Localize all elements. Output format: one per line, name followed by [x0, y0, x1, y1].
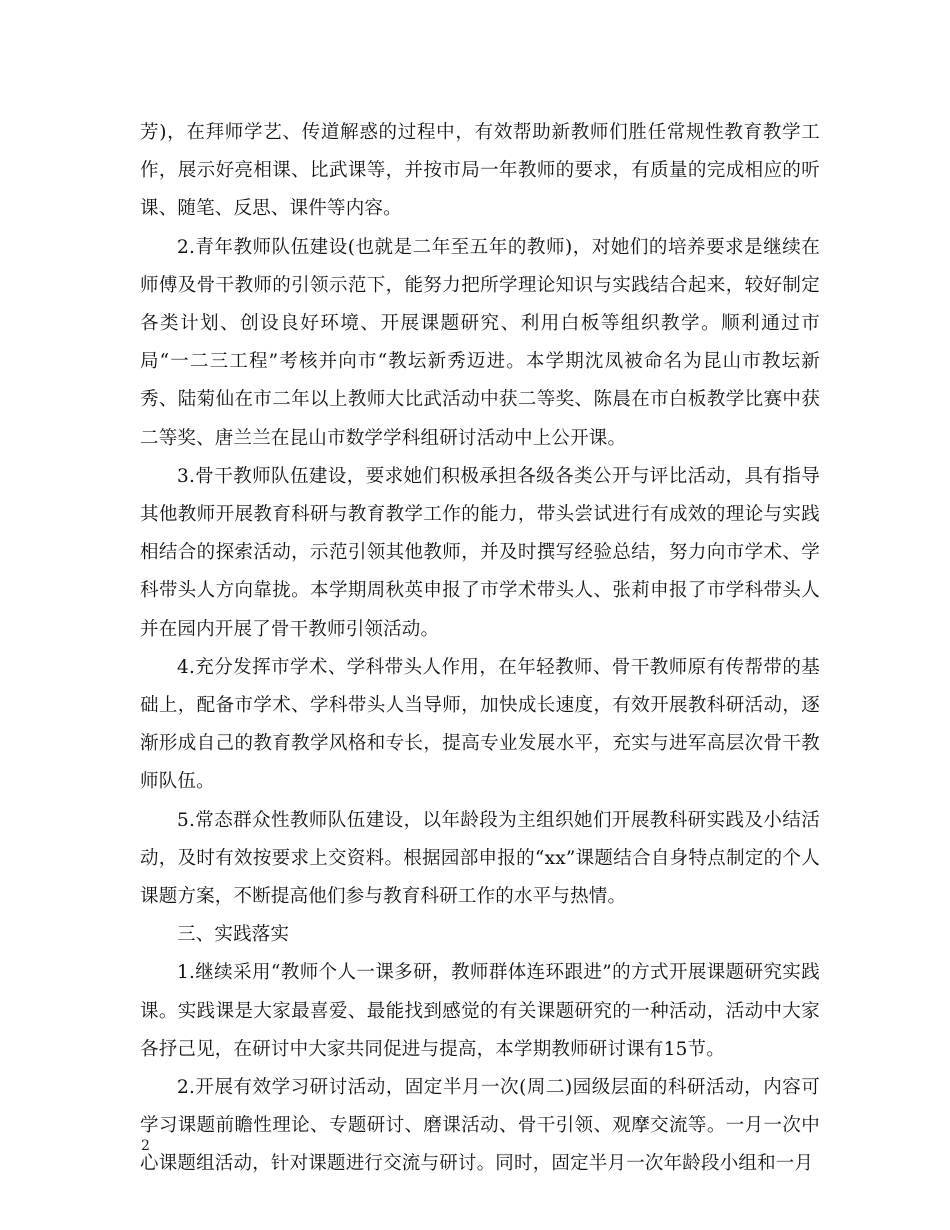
document-body: [140, 114, 820, 1184]
paragraph-subject-leaders: 4.充分发挥市学术、学科带头人作用，在年轻教师、骨干教师原有传帮带的基础上，配备市学术、学科带头人当导师，加快成长速度，有效开展教科研活动，逐渐形成自己的教育教学风格和专长，提高专业发展水平，充实与进军高层次骨干教师队伍。: [140, 656, 820, 793]
paragraph-continued: 芳)，在拜师学艺、传道解惑的过程中，有效帮助新教师们胜任常规性教育教学工作，展示好亮相课、比武课等，并按市局一年教师的要求，有质量的完成相应的听课、随笔、反思、课件等内容。: [140, 122, 820, 220]
page-number: 2: [141, 1138, 150, 1154]
paragraph-study-activities: 2.开展有效学习研讨活动，固定半月一次(周二)园级层面的科研活动，内容可学习课题前瞻性理论、专题研讨、磨课活动、骨干引领、观摩交流等。一月一次中心课题组活动，针对课题进行交流与研讨。同时，固定半月一次年龄段小组和一月: [140, 1077, 820, 1175]
paragraph-practice-lessons: 1.继续采用“教师个人一课多研，教师群体连环跟进”的方式开展课题研究实践课。实践课是大家最喜爱、最能找到感觉的有关课题研究的一种活动，活动中大家各抒己见，在研讨中大家共同促进与提高，本学期教师研讨课有15节。: [140, 962, 820, 1060]
paragraph-young-teachers: 2.青年教师队伍建设(也就是二年至五年的教师)，对她们的培养要求是继续在师傅及骨干教师的引领示范下，能努力把所学理论知识与实践结合起来，较好制定各类计划、创设良好环境、开展课题研究、利用白板等组织教学。顺利通过市局“一二三工程”考核并向市“教坛新秀迈进。本学期沈凤被命名为昆山市教坛新秀、陆菊仙在市二年以上教师大比武活动中获二等奖、陈晨在市白板教学比赛中获二等奖、唐兰兰在昆山市数学学科组研讨活动中上公开课。: [140, 236, 820, 449]
paragraph-regular-teachers: 5.常态群众性教师队伍建设，以年龄段为主组织她们开展教科研实践及小结活动，及时有效按要求上交资料。根据园部申报的“xx”课题结合自身特点制定的个人课题方案，不断提高他们参与教育科研工作的水平与热情。: [140, 809, 820, 908]
paragraph-backbone-teachers: 3.骨干教师队伍建设，要求她们积极承担各级各类公开与评比活动，具有指导其他教师开展教育科研与教育教学工作的能力，带头尝试进行有成效的理论与实践相结合的探索活动，示范引领其他教师，并及时撰写经验总结，努力向市学术、学科带头人方向靠拢。本学期周秋英申报了市学术带头人、张莉申报了市学科带头人并在园内开展了骨干教师引领活动。: [140, 465, 820, 640]
section-heading-practice: 三、实践落实: [177, 924, 290, 946]
